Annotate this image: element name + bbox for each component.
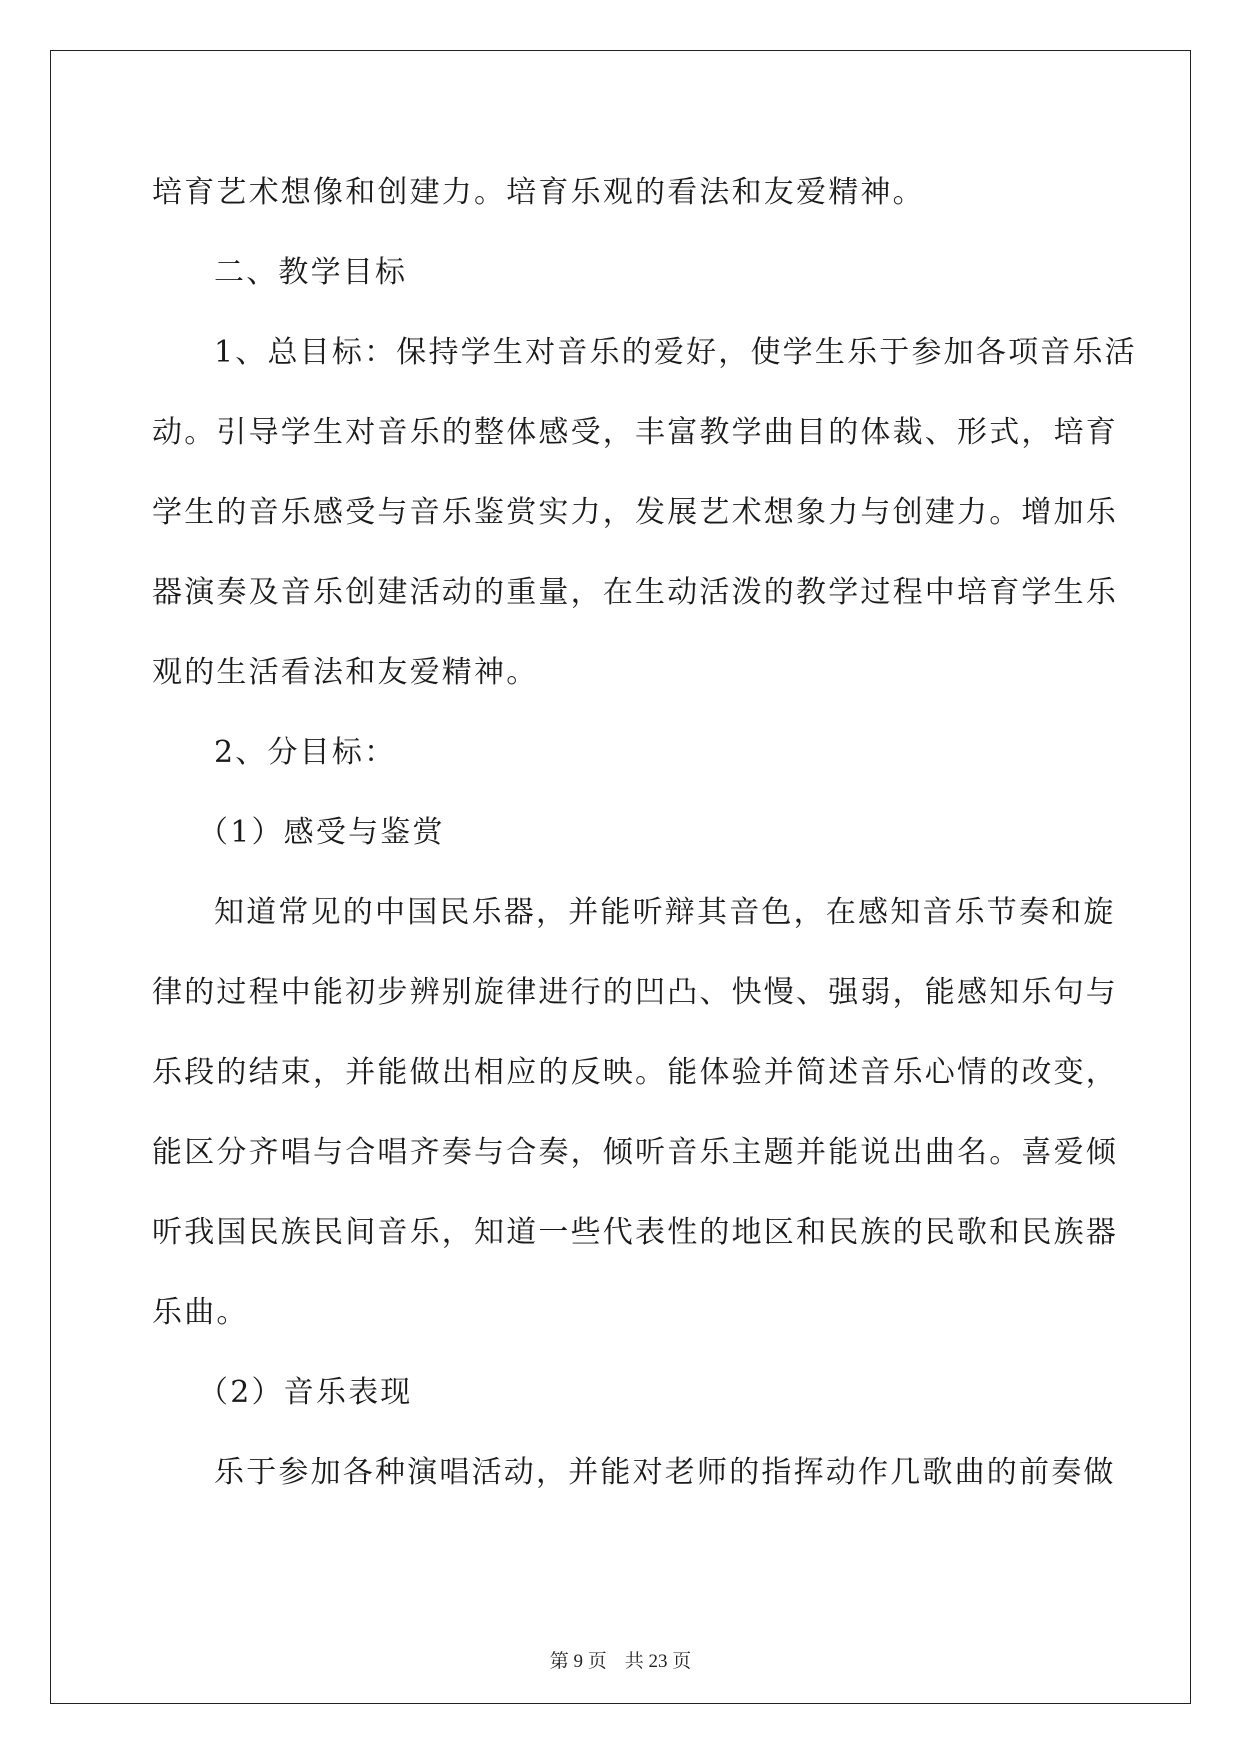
text-line: 乐段的结束，并能做出相应的反映。能体验并简述音乐心情的改变， xyxy=(152,1055,1118,1090)
text-line: 律的过程中能初步辨别旋律进行的凹凸、快慢、强弱，能感知乐句与 xyxy=(152,975,1118,1010)
subsection-heading: （2）音乐表现 xyxy=(198,1375,413,1410)
text-line: 能区分齐唱与合唱齐奏与合奏，倾听音乐主题并能说出曲名。喜爱倾 xyxy=(152,1135,1118,1170)
text-line: 乐曲。 xyxy=(152,1295,249,1330)
text-line: 乐于参加各种演唱活动，并能对老师的指挥动作几歌曲的前奏做 xyxy=(214,1455,1116,1490)
text-line: 听我国民族民间音乐，知道一些代表性的地区和民族的民歌和民族器 xyxy=(152,1215,1118,1250)
text-line: 知道常见的中国民乐器，并能听辩其音色，在感知音乐节奏和旋 xyxy=(214,895,1116,930)
page-footer xyxy=(0,1650,1241,1674)
text-line: 学生的音乐感受与音乐鉴赏实力，发展艺术想象力与创建力。增加乐 xyxy=(152,495,1118,530)
section-heading: 二、教学目标 xyxy=(214,255,408,290)
text-line: 培育艺术想像和创建力。培育乐观的看法和友爱精神。 xyxy=(152,175,925,210)
page-number: 第 9 页 xyxy=(549,1651,607,1672)
text-line: 动。引导学生对音乐的整体感受，丰富教学曲目的体裁、形式，培育 xyxy=(152,415,1118,450)
text-line: 器演奏及音乐创建活动的重量，在生动活泼的教学过程中培育学生乐 xyxy=(152,575,1118,610)
text-line: 1、总目标：保持学生对音乐的爱好，使学生乐于参加各项音乐活 xyxy=(214,335,1137,370)
subsection-heading: （1）感受与鉴赏 xyxy=(198,815,445,850)
text-line: 观的生活看法和友爱精神。 xyxy=(152,655,539,690)
page-total: 共 23 页 xyxy=(624,1651,692,1672)
subsection-heading: 2、分目标： xyxy=(214,735,397,770)
